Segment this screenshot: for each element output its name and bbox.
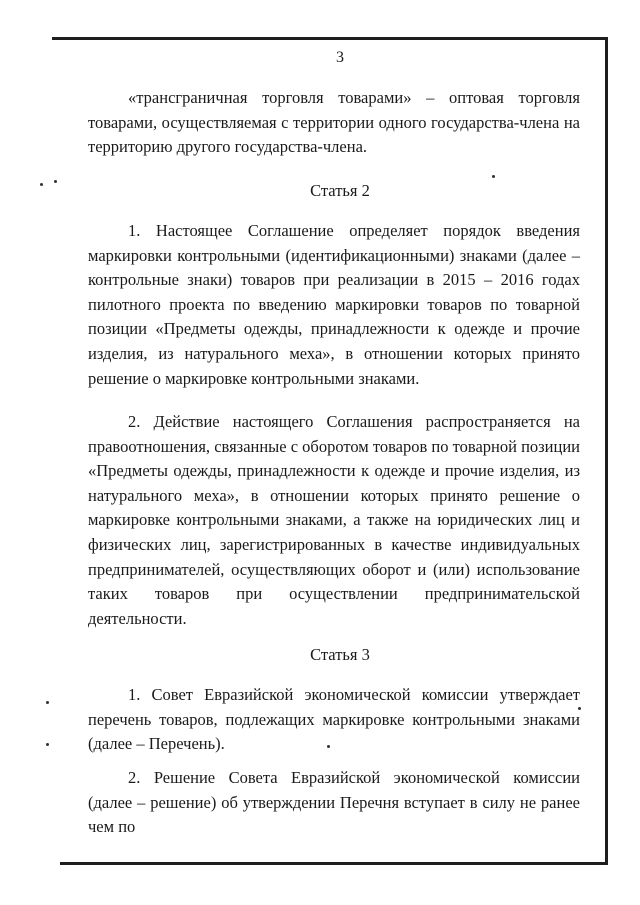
page-number: 3 [336, 49, 344, 66]
scan-speck [46, 743, 49, 746]
page-frame-bottom-border [60, 862, 608, 865]
scan-speck [327, 745, 330, 748]
article-2-title: Статья 2 [310, 181, 370, 200]
article-3-paragraph-1: 1. Совет Евразийской экономической комиссии утверждает перечень товаров, подлежащих маркировке контрольными знаками (далее – Перечень). [88, 685, 580, 754]
scan-speck [46, 701, 49, 704]
scan-speck [578, 707, 581, 710]
scan-speck [492, 175, 495, 178]
scan-speck [54, 180, 57, 183]
article-2-paragraph-2: 2. Действие настоящего Соглашения распространяется на правоотношения, связанные с оборотом товаров по товарной позиции «Предметы одежды, принадлежности к одежде и прочие изделия, из натурального меха», в отношении которых принято решение о маркировке контрольными знаками, а также на юридических лиц и физических лиц, зарегистрированных в качестве индивидуальных предпринимателей, осуществляющих оборот и (или) использование таких товаров при осуществлении предпринимательской деятельности. [88, 412, 580, 628]
page-frame-right-border [605, 37, 608, 865]
article-3-paragraph-2: 2. Решение Совета Евразийской экономической комиссии (далее – решение) об утверждении Перечня вступает в силу не ранее чем по [88, 768, 580, 837]
article-2-paragraph-1: 1. Настоящее Соглашение определяет порядок введения маркировки контрольными (идентификационными) знаками (далее – контрольные знаки) товаров при реализации в 2015 – 2016 годах пилотного проекта по введению маркировки товаров по товарной позиции «Предметы одежды, принадлежности к одежде и прочие изделия, из натурального меха», в отношении которых принято решение о маркировке контрольными знаками. [88, 221, 580, 388]
page-frame-top-border [52, 37, 608, 40]
scan-speck [40, 183, 43, 186]
paragraph-definition: «трансграничная торговля товарами» – оптовая торговля товарами, осуществляемая с территории одного государства-члена на территорию другого государства-члена. [88, 88, 580, 157]
article-3-title: Статья 3 [310, 645, 370, 664]
